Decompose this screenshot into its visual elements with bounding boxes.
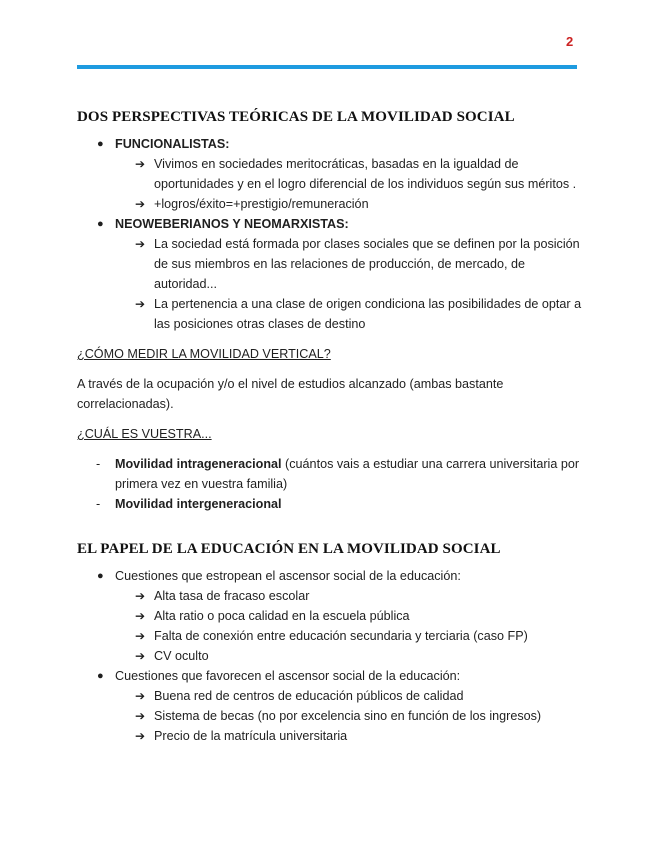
list-item-intergeneracional [77,494,582,514]
sub-list-item [77,626,582,646]
sub-list-item [77,706,582,726]
arrow-icon: ➔ [135,629,146,643]
item-text: (cuántos vais a estudiar una carrera universitaria por primera vez en vuestra familia) [115,457,580,491]
list-item-estropean [77,566,582,586]
sub-item-text: CV oculto [154,649,209,663]
arrow-icon: ➔ [135,609,146,623]
page-number: 2 [566,34,574,49]
sub-list-item [77,234,582,294]
dash-icon: - [96,457,101,471]
sub-list-item [77,726,582,746]
bullet-icon: ● [97,218,104,230]
sub-list-item [77,586,582,606]
arrow-icon: ➔ [135,197,146,211]
arrow-icon: ➔ [135,297,146,311]
arrow-icon: ➔ [135,589,146,603]
group-label: Cuestiones que favorecen el ascensor social de la educación: [115,669,461,683]
group-label: Cuestiones que estropean el ascensor social de la educación: [115,569,461,583]
sub-list-item [77,294,582,334]
measure-heading: ¿CÓMO MEDIR LA MOVILIDAD VERTICAL? [77,347,331,361]
sub-item-text: +logros/éxito=+prestigio/remuneración [154,197,369,211]
sub-list-item [77,606,582,626]
sub-list-item [77,686,582,706]
arrow-icon: ➔ [135,237,146,251]
item-bold: Movilidad intrageneracional [115,457,282,471]
bullet-icon: ● [97,570,104,582]
sub-list-item [77,194,582,214]
sub-item-text: Falta de conexión entre educación secundaria y terciaria (caso FP) [154,629,528,643]
arrow-icon: ➔ [135,157,146,171]
arrow-icon: ➔ [135,689,146,703]
list-item-intrageneracional [77,454,582,494]
measure-text: A través de la ocupación y/o el nivel de estudios alcanzado (ambas bastante correlacionadas). [77,377,504,411]
sub-item-text: Precio de la matrícula universitaria [154,729,348,743]
item-bold: Movilidad intergeneracional [115,497,282,511]
bullet-icon: ● [97,138,104,150]
sub-item-text: Buena red de centros de educación públicos de calidad [154,689,464,703]
sub-item-text: Vivimos en sociedades meritocráticas, basadas en la igualdad de oportunidades y en el logro diferencial de los individuos según sus méritos . [154,157,577,191]
group-label: NEOWEBERIANOS Y NEOMARXISTAS: [115,217,349,231]
sub-item-text: Alta ratio o poca calidad en la escuela pública [154,609,410,623]
header-rule [77,65,577,69]
sub-item-text: Sistema de becas (no por excelencia sino en función de los ingresos) [154,709,542,723]
arrow-icon: ➔ [135,649,146,663]
sub-list-item [77,646,582,666]
sub-item-text: La sociedad está formada por clases sociales que se definen por la posición de sus miembros en las relaciones de producción, de mercado, de autoridad... [154,237,580,291]
sub-list-item [77,154,582,194]
section-title-perspectives: DOS PERSPECTIVAS TEÓRICAS DE LA MOVILIDAD SOCIAL [77,109,515,125]
bullet-icon: ● [97,670,104,682]
list-item-favorecen [77,666,582,686]
dash-icon: - [96,497,101,511]
group-label: FUNCIONALISTAS: [115,137,230,151]
list-item-funcionalistas [77,134,582,154]
arrow-icon: ➔ [135,729,146,743]
sub-item-text: La pertenencia a una clase de origen condiciona las posibilidades de optar a las posiciones otras clases de destino [154,297,582,331]
yours-heading: ¿CUÁL ES VUESTRA... [77,427,212,441]
list-item-neoweberianos [77,214,582,234]
document-body [77,106,582,746]
sub-item-text: Alta tasa de fracaso escolar [154,589,310,603]
section-title-education: EL PAPEL DE LA EDUCACIÓN EN LA MOVILIDAD SOCIAL [77,541,501,557]
arrow-icon: ➔ [135,709,146,723]
